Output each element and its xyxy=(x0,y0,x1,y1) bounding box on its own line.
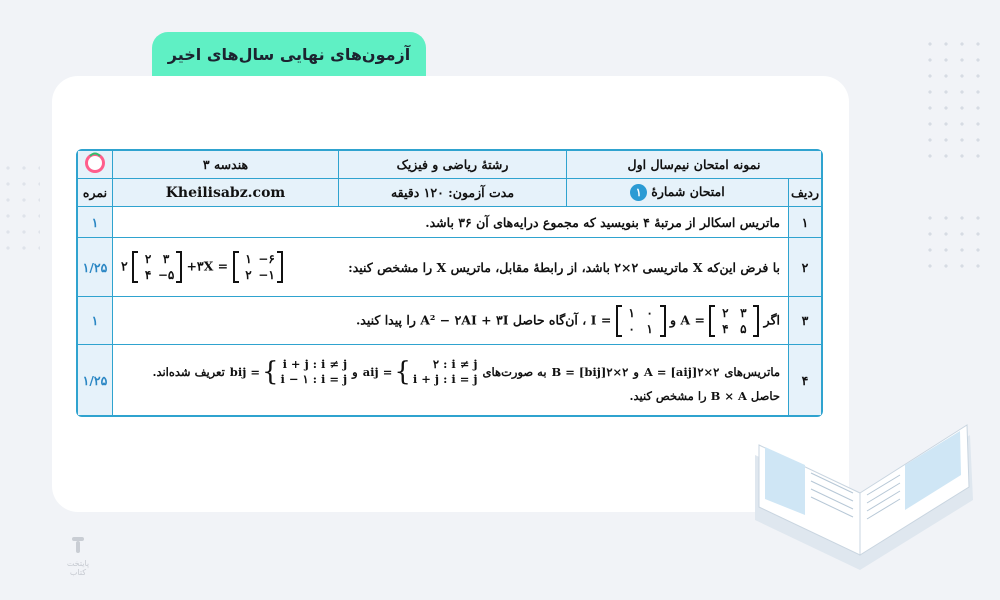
exam-duration: مدت آزمون: ۱۲۰ دقیقه xyxy=(338,179,566,207)
matrix: ۲ ۳ ۴ −۵ xyxy=(132,251,182,283)
decorative-dots xyxy=(0,160,40,260)
exam-table xyxy=(76,149,823,417)
question-number: ۳ xyxy=(788,297,821,345)
section-label: آزمون‌های نهایی سال‌های اخیر xyxy=(152,32,426,76)
question-score: ۱/۲۵ xyxy=(78,238,112,297)
book-illustration xyxy=(745,395,980,575)
logo xyxy=(78,151,112,179)
question-line: حاصل B × A را مشخص کنید. xyxy=(629,389,780,403)
question-number: ۱ xyxy=(788,207,821,238)
brand-mark: پایتخت کتاب xyxy=(58,535,98,577)
question-score: ۱ xyxy=(78,207,112,238)
question-number: ۴ xyxy=(788,345,821,415)
question-body: با فرض این‌که X ماتریسی ۲×۲ باشد، از رابطهٔ مقابل، ماتریس X را مشخص کنید: xyxy=(348,259,780,275)
question-text xyxy=(112,238,788,297)
table-row xyxy=(78,345,821,415)
exam-number-badge: ۱ xyxy=(630,184,647,201)
row-header: ردیف xyxy=(788,179,821,207)
decorative-dots xyxy=(922,210,986,270)
matrix: ۲ ۳ ۴ ۵ xyxy=(709,305,759,337)
brand-icon xyxy=(66,535,90,557)
question-score: ۱/۲۵ xyxy=(78,345,112,415)
question-number: ۲ xyxy=(788,238,821,297)
website: Kheilisabz.com xyxy=(112,179,338,207)
table-row xyxy=(78,207,821,238)
exam-field: رشتهٔ ریاضی و فیزیک xyxy=(338,151,566,179)
exam-number: امتحان شمارهٔ۱ xyxy=(566,179,788,207)
equation: ۲ ۲ ۳ ۴ −۵ +۳X = ۱ −۶ ۲ −۱ xyxy=(121,251,283,283)
question-score: ۱ xyxy=(78,297,112,345)
question-text: ماتریس اسکالر از مرتبهٔ ۴ بنویسید که مجموع درایه‌های آن ۳۶ باشد. xyxy=(112,207,788,238)
table-row xyxy=(78,238,821,297)
table-row xyxy=(78,297,821,345)
decorative-dots xyxy=(922,36,986,166)
piecewise-a: aij = { ۲ : i ≠ j i + j : i = j xyxy=(362,357,478,387)
question-text: ماتریس‌های A = [aij]۲×۲ و B = [bij]۲×۲ به صورت‌های aij = { ۲ : i ≠ j i + j : i = j و bij = { i + j : i ≠ j i − ۱ : i = j تعریف شده‌اند. حاصل B × A را مشخص کنید. xyxy=(112,345,788,415)
matrix: ۱ −۶ ۲ −۱ xyxy=(233,251,283,283)
exam-subject: هندسه ۳ xyxy=(112,151,338,179)
matrix: ۱ ۰ ۰ ۱ xyxy=(616,305,666,337)
exam-title: نمونه امتحان نیم‌سال اول xyxy=(566,151,821,179)
question-text: اگر ۲ ۳ ۴ ۵ = A و ۱ ۰ ۰ ۱ = I ، آن‌گاه حاصل A² − ۲AI + ۳I را پیدا کنید. xyxy=(112,297,788,345)
piecewise-b: bij = { i + j : i ≠ j i − ۱ : i = j xyxy=(229,357,348,387)
score-header: نمره xyxy=(78,179,112,207)
